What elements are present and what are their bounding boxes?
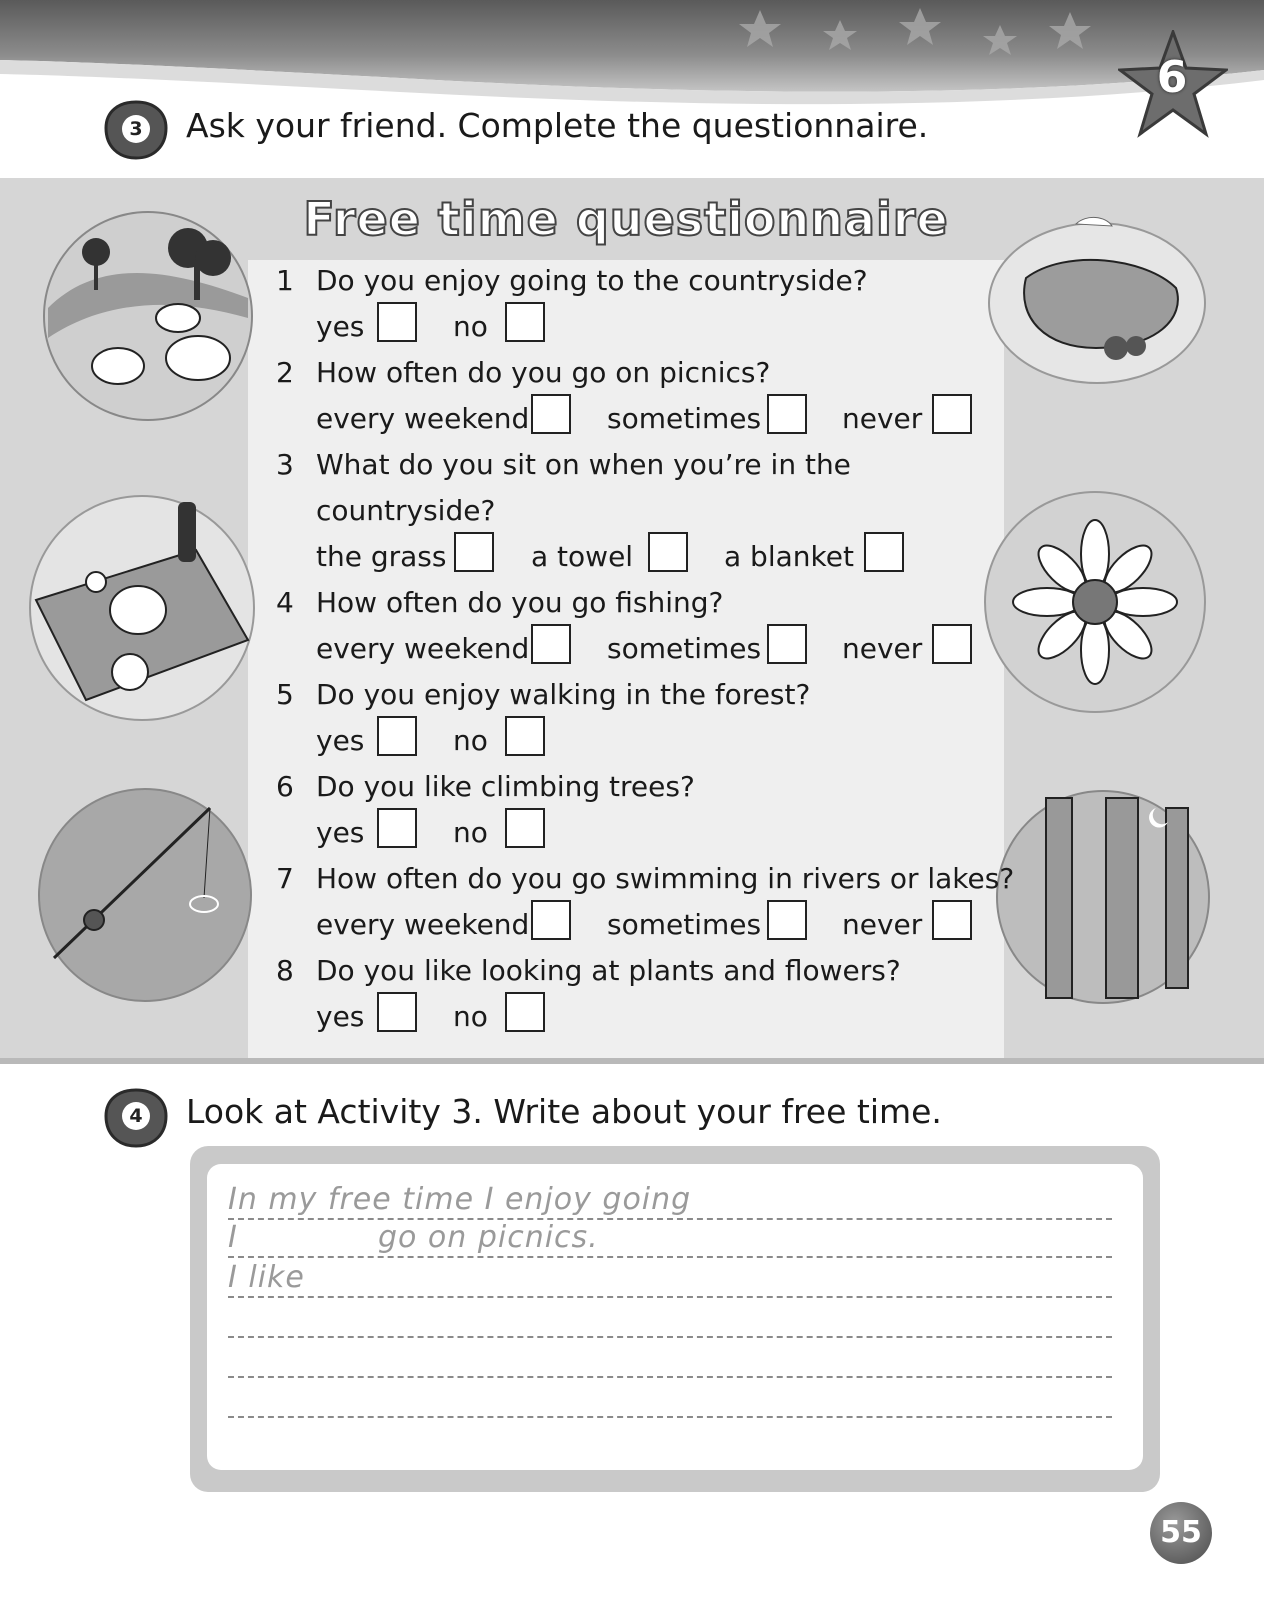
activity-3-instruction: Ask your friend. Complete the questionnaire. (186, 106, 929, 145)
checkbox-never[interactable] (932, 900, 972, 940)
question-number: 2 (276, 356, 294, 389)
writing-line (228, 1376, 1112, 1378)
question-text: How often do you go swimming in rivers or lakes? (316, 862, 1015, 895)
question-number: 1 (276, 264, 294, 297)
checkbox-a-towel[interactable] (648, 532, 688, 572)
question-number: 8 (276, 954, 294, 987)
flowers-illustration (982, 484, 1208, 720)
question-number: 3 (276, 448, 294, 481)
unit-number: 6 (1156, 52, 1188, 103)
question-number: 5 (276, 678, 294, 711)
lake-illustration (986, 208, 1208, 386)
option-never: never (842, 632, 923, 665)
question-text-continued: countryside? (316, 494, 496, 527)
writing-line (228, 1218, 1112, 1220)
checkbox-the-grass[interactable] (454, 532, 494, 572)
question-text: Do you like looking at plants and flowers? (316, 954, 901, 987)
option-yes: yes (316, 310, 365, 343)
option-sometimes: sometimes (607, 402, 762, 435)
checkbox-every-weekend[interactable] (531, 394, 571, 434)
checkbox-sometimes[interactable] (767, 900, 807, 940)
checkbox-no[interactable] (505, 716, 545, 756)
option-yes: yes (316, 724, 365, 757)
checkbox-no[interactable] (505, 302, 545, 342)
option-every-weekend: every weekend (316, 402, 530, 435)
option-a-blanket: a blanket (724, 540, 854, 573)
activity-4-number: 4 (122, 1102, 150, 1130)
checkbox-yes[interactable] (377, 992, 417, 1032)
option-no: no (453, 816, 488, 849)
option-sometimes: sometimes (607, 632, 762, 665)
trace-text-line-2-start: I (228, 1220, 238, 1255)
question-text: How often do you go on picnics? (316, 356, 771, 389)
fishing-illustration (34, 788, 256, 1002)
trace-text-line-1: In my free time I enjoy going (228, 1182, 692, 1217)
option-never: never (842, 908, 923, 941)
writing-line (228, 1336, 1112, 1338)
option-no: no (453, 1000, 488, 1033)
questionnaire-title: Free time questionnaire (303, 192, 949, 246)
option-yes: yes (316, 1000, 365, 1033)
option-no: no (453, 310, 488, 343)
checkbox-every-weekend[interactable] (531, 900, 571, 940)
trace-text-line-2-end: go on picnics. (378, 1220, 599, 1255)
checkbox-yes[interactable] (377, 302, 417, 342)
option-no: no (453, 724, 488, 757)
trace-text-line-3: I like (228, 1260, 305, 1295)
activity-4-instruction: Look at Activity 3. Write about your free time. (186, 1092, 942, 1131)
option-every-weekend: every weekend (316, 908, 530, 941)
checkbox-every-weekend[interactable] (531, 624, 571, 664)
picnic-illustration (26, 490, 258, 726)
option-a-towel: a towel (531, 540, 634, 573)
page-number: 55 (1150, 1502, 1212, 1564)
checkbox-a-blanket[interactable] (864, 532, 904, 572)
checkbox-yes[interactable] (377, 808, 417, 848)
question-number: 6 (276, 770, 294, 803)
checkbox-yes[interactable] (377, 716, 417, 756)
checkbox-no[interactable] (505, 992, 545, 1032)
option-the-grass: the grass (316, 540, 447, 573)
option-yes: yes (316, 816, 365, 849)
question-number: 4 (276, 586, 294, 619)
writing-line (228, 1256, 1112, 1258)
question-text: Do you enjoy walking in the forest? (316, 678, 811, 711)
checkbox-no[interactable] (505, 808, 545, 848)
writing-line (228, 1416, 1112, 1418)
checkbox-sometimes[interactable] (767, 394, 807, 434)
activity-3-number: 3 (122, 115, 150, 143)
option-every-weekend: every weekend (316, 632, 530, 665)
countryside-sheep-illustration (38, 208, 258, 424)
writing-line (228, 1296, 1112, 1298)
question-number: 7 (276, 862, 294, 895)
question-text: How often do you go fishing? (316, 586, 724, 619)
option-sometimes: sometimes (607, 908, 762, 941)
option-never: never (842, 402, 923, 435)
question-text: Do you enjoy going to the countryside? (316, 264, 868, 297)
forest-illustration (996, 788, 1210, 1006)
checkbox-sometimes[interactable] (767, 624, 807, 664)
panel-divider (0, 1058, 1264, 1064)
question-text: Do you like climbing trees? (316, 770, 695, 803)
checkbox-never[interactable] (932, 394, 972, 434)
checkbox-never[interactable] (932, 624, 972, 664)
question-text: What do you sit on when you’re in the (316, 448, 851, 481)
